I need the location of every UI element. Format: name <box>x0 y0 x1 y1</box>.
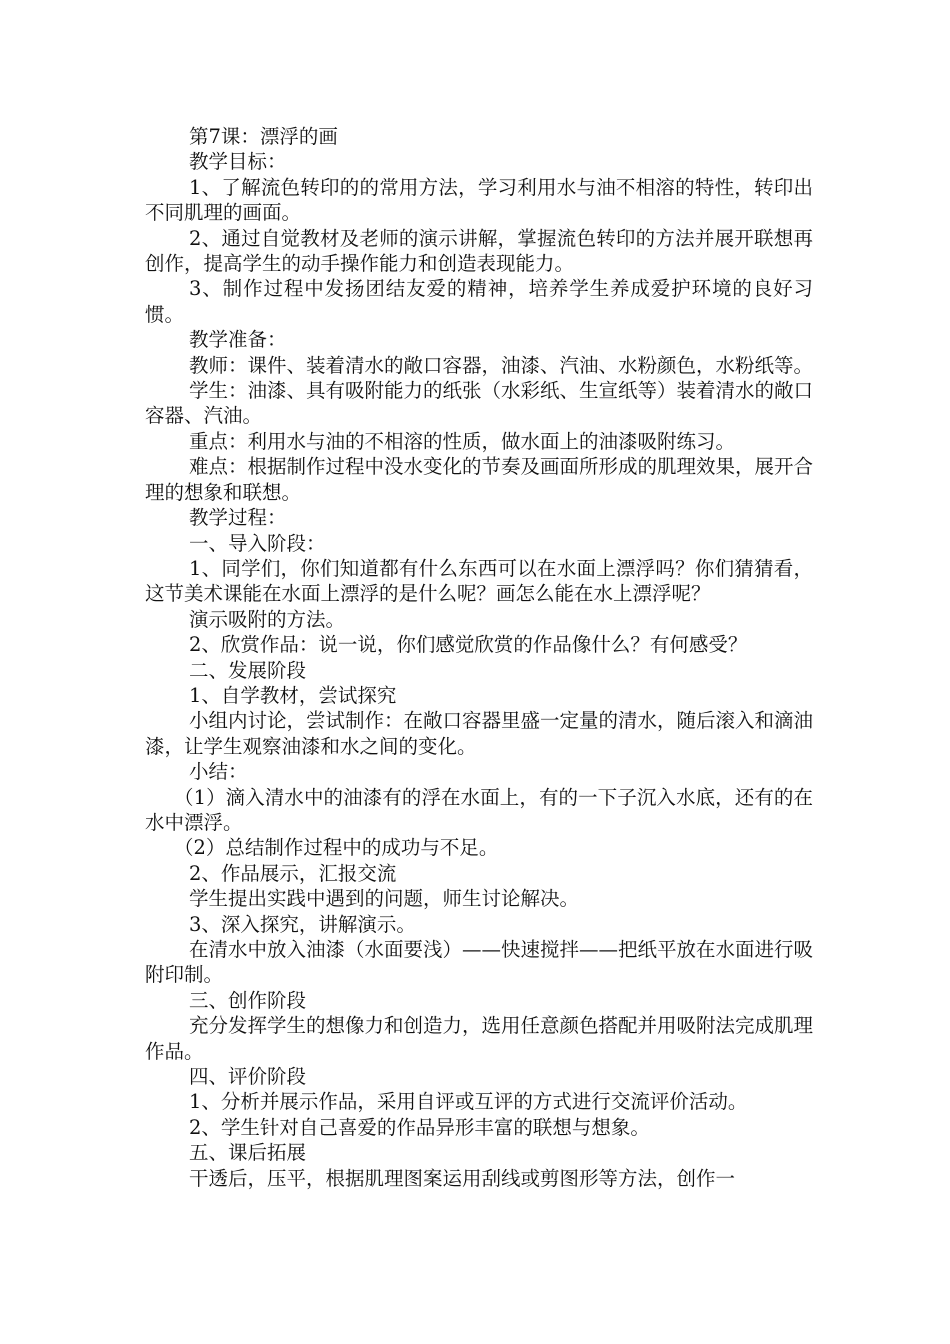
section-heading: 二、发展阶段 <box>189 658 307 682</box>
paragraph: 1、自学教材，尝试探究 <box>189 683 397 707</box>
paragraph: 教师：课件、装着清水的敞口容器，油漆、汽油、水粉颜色，水粉纸等。 <box>189 353 814 377</box>
paragraph: 1、分析并展示作品，采用自评或互评的方式进行交流评价活动。 <box>189 1090 748 1114</box>
paragraph: 难点：根据制作过程中没水变化的节奏及画面所形成的肌理效果，展开合理的想象和联想。 <box>145 455 814 504</box>
paragraph: 2、通过自觉教材及老师的演示讲解，掌握流色转印的方法并展开联想再创作，提高学生的动手操作能力和创造表现能力。 <box>145 226 813 276</box>
paragraph: 重点：利用水与油的不相溶的性质，做水面上的油漆吸附练习。 <box>189 429 736 453</box>
paragraph: 小组内讨论，尝试制作：在敞口容器里盛一定量的清水，随后滚入和滴油漆，让学生观察油漆和水之间的变化。 <box>145 709 814 758</box>
paragraph: 在清水中放入油漆（水面要浅）——快速搅拌——把纸平放在水面进行吸附印制。 <box>145 938 814 987</box>
paragraph: 学生：油漆、具有吸附能力的纸张（水彩纸、生宣纸等）装着清水的敞口容器、汽油。 <box>145 379 814 428</box>
paragraph: 1、同学们，你们知道都有什么东西可以在水面上漂浮吗？你们猜猜看，这节美术课能在水面上漂浮的是什么呢？画怎么能在水上漂浮呢？ <box>145 556 813 606</box>
paragraph: 干透后，压平，根据肌理图案运用刮线或剪图形等方法，创作一 <box>189 1166 736 1190</box>
section-heading: 一、导入阶段： <box>189 531 326 555</box>
section-heading: 教学准备： <box>189 328 287 352</box>
paragraph: 2、学生针对自己喜爱的作品异形丰富的联想与想象。 <box>189 1115 650 1139</box>
paragraph: 3、制作过程中发扬团结友爱的精神，培养学生养成爱护环境的良好习惯。 <box>145 277 813 326</box>
paragraph: （2）总结制作过程中的成功与不足。 <box>174 836 499 860</box>
section-heading: 四、评价阶段 <box>189 1065 307 1089</box>
section-heading: 教学过程： <box>189 506 287 530</box>
paragraph: 演示吸附的方法。 <box>189 607 346 631</box>
section-heading: 三、创作阶段 <box>189 988 307 1012</box>
paragraph: 3、深入探究，讲解演示。 <box>189 912 416 936</box>
paragraph: （1）滴入清水中的油漆有的浮在水面上，有的一下子沉入水底，还有的在水中漂浮。 <box>145 785 813 834</box>
section-heading: 教学目标： <box>189 150 287 174</box>
lesson-title: 第7课：漂浮的画 <box>189 125 338 148</box>
paragraph: 1、了解流色转印的的常用方法，学习利用水与油不相溶的特性，转印出不同肌理的画面。 <box>145 175 813 225</box>
paragraph: 充分发挥学生的想像力和创造力，选用任意颜色搭配并用吸附法完成肌理作品。 <box>145 1014 814 1063</box>
section-heading: 小结： <box>189 760 248 784</box>
section-heading: 五、课后拓展 <box>189 1141 307 1165</box>
paragraph: 学生提出实践中遇到的问题，师生讨论解决。 <box>189 887 580 911</box>
document-body <box>145 124 813 1191</box>
paragraph: 2、欣赏作品：说一说，你们感觉欣赏的作品像什么？有何感受？ <box>189 633 748 657</box>
paragraph: 2、作品展示，汇报交流 <box>189 861 397 885</box>
